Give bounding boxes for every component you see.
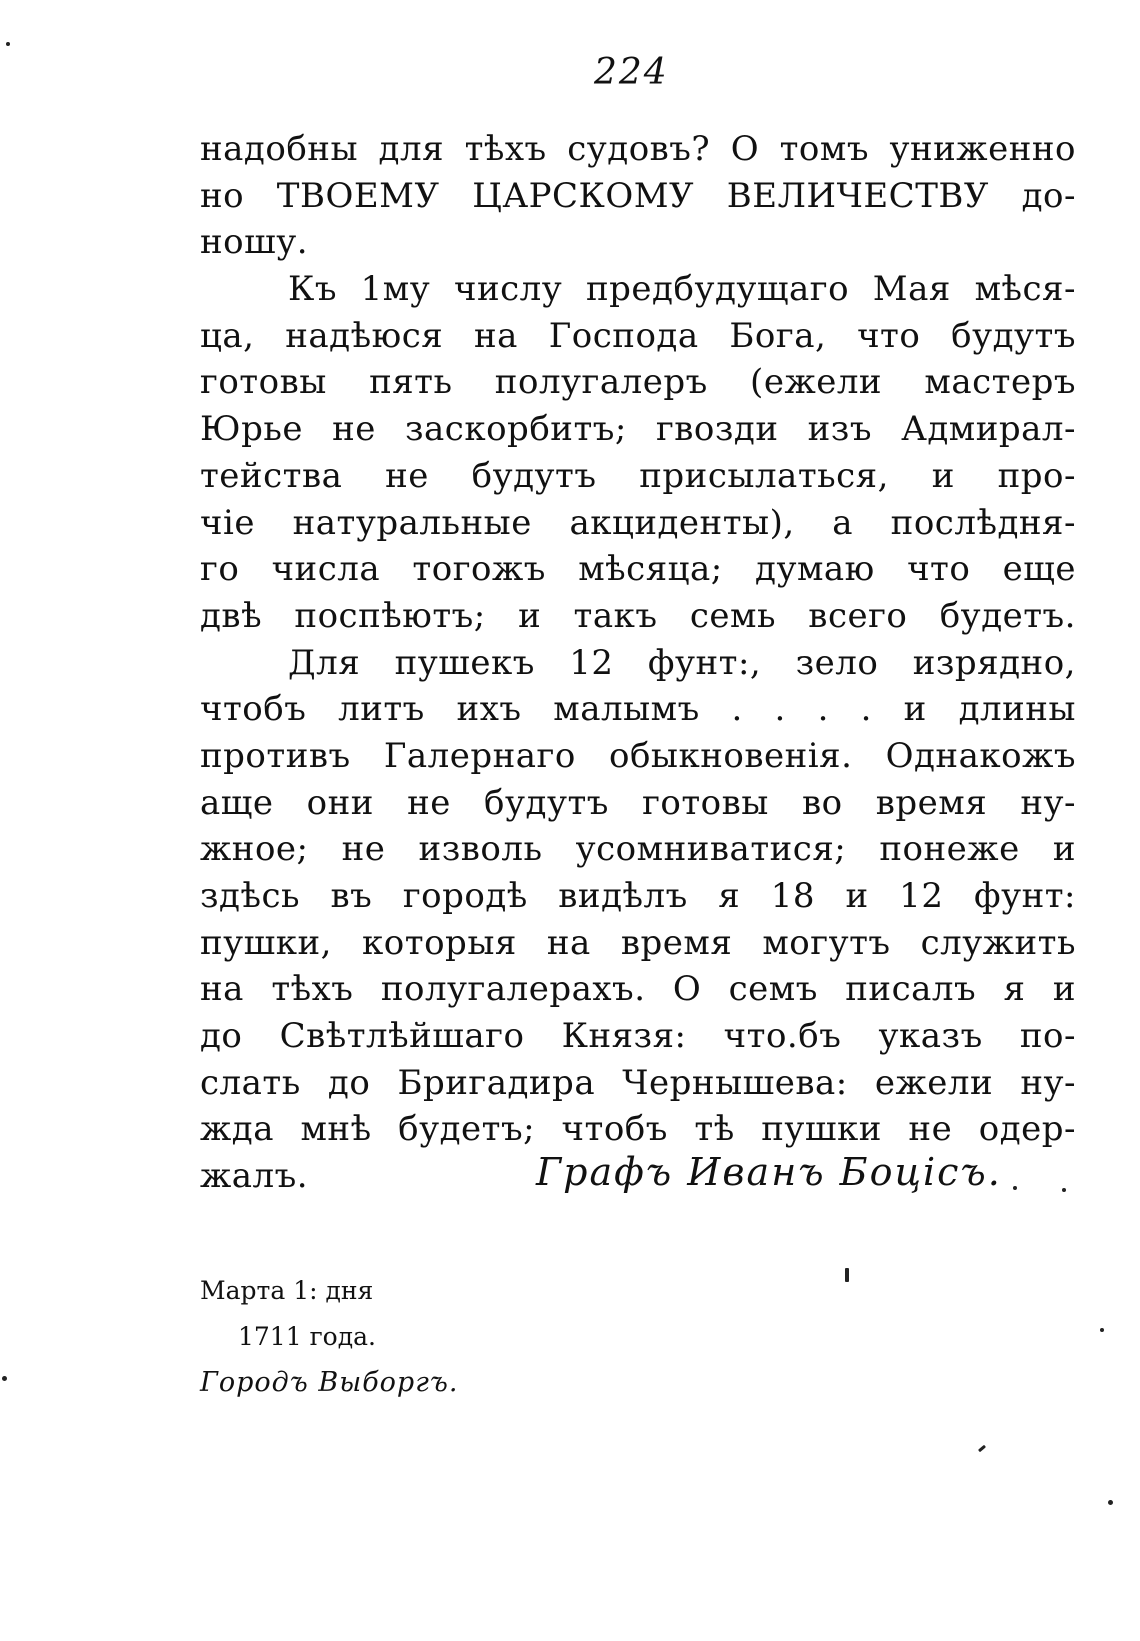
text-line: на тѣхъ полугалерахъ. О семъ писалъ я и bbox=[200, 969, 1076, 1010]
text-line: ношу. bbox=[200, 222, 309, 263]
text-line: жное; не изволь усомниватися; понеже и bbox=[200, 829, 1076, 870]
text-line: надобны для тѣхъ судовъ? О томъ униженно bbox=[200, 129, 1076, 169]
text-line: но ТВОЕМУ ЦАРСКОМУ ВЕЛИЧЕСТВУ до- bbox=[200, 175, 1076, 216]
text-line: слать до Бригадира Чернышева: ежели ну- bbox=[200, 1062, 1076, 1103]
date-line: Марта 1: дня bbox=[200, 1276, 374, 1305]
text-line: го числа тогожъ мѣсяца; думаю что еще bbox=[200, 549, 1076, 590]
text-line: жалъ. bbox=[200, 1156, 309, 1197]
letter-body bbox=[200, 126, 1076, 1200]
signature: Графъ Иванъ Боцісъ. bbox=[536, 1150, 1002, 1194]
place-line: Городъ Выборгъ. bbox=[200, 1367, 459, 1398]
scan-speck bbox=[1062, 1188, 1066, 1192]
year-line: 1711 года. bbox=[238, 1322, 376, 1351]
page-number: 224 bbox=[594, 52, 669, 93]
text-line: пушки, которыя на время могутъ служить bbox=[200, 922, 1076, 963]
scan-speck bbox=[1100, 1328, 1104, 1332]
text-line: готовы пять полугалеръ (ежели мастеръ bbox=[200, 362, 1076, 403]
text-line: жда мнѣ будетъ; чтобъ тѣ пушки не одер- bbox=[200, 1109, 1076, 1150]
text-line: ца, надѣюся на Господа Бога, что будутъ bbox=[200, 315, 1076, 356]
text-line: до Свѣтлѣйшаго Князя: что.бъ указъ по- bbox=[200, 1016, 1076, 1057]
text-line: чіе натуральные акциденты), а послѣдня- bbox=[200, 502, 1076, 543]
scan-speck bbox=[6, 42, 10, 46]
text-line: противъ Галернаго обыкновенія. Однакожъ bbox=[200, 735, 1076, 776]
text-line: тейства не будутъ присылаться, и про- bbox=[200, 455, 1076, 496]
text-line: аще они не будутъ готовы во время ну- bbox=[200, 782, 1076, 823]
scan-speck bbox=[845, 1268, 849, 1282]
text-line: чтобъ литъ ихъ малымъ . . . . и длины bbox=[200, 689, 1076, 730]
scan-speck bbox=[1013, 1186, 1017, 1190]
scan-speck bbox=[2, 1376, 7, 1381]
date-block bbox=[200, 1268, 458, 1406]
text-line: Юрье не заскорбитъ; гвозди изъ Адмирал- bbox=[200, 409, 1076, 450]
scan-speck bbox=[978, 1445, 986, 1452]
scan-speck bbox=[1108, 1500, 1113, 1505]
text-line: здѣсь въ городѣ видѣлъ я 18 и 12 фунт: bbox=[200, 876, 1076, 916]
paragraph-start-line: Къ 1му числу предбудущаго Мая мѣся- bbox=[288, 269, 1076, 310]
text-line: двѣ поспѣютъ; и такъ семь всего будетъ. bbox=[200, 595, 1076, 636]
paragraph-start-line: Для пушекъ 12 фунт:, зело изрядно, bbox=[288, 642, 1076, 683]
